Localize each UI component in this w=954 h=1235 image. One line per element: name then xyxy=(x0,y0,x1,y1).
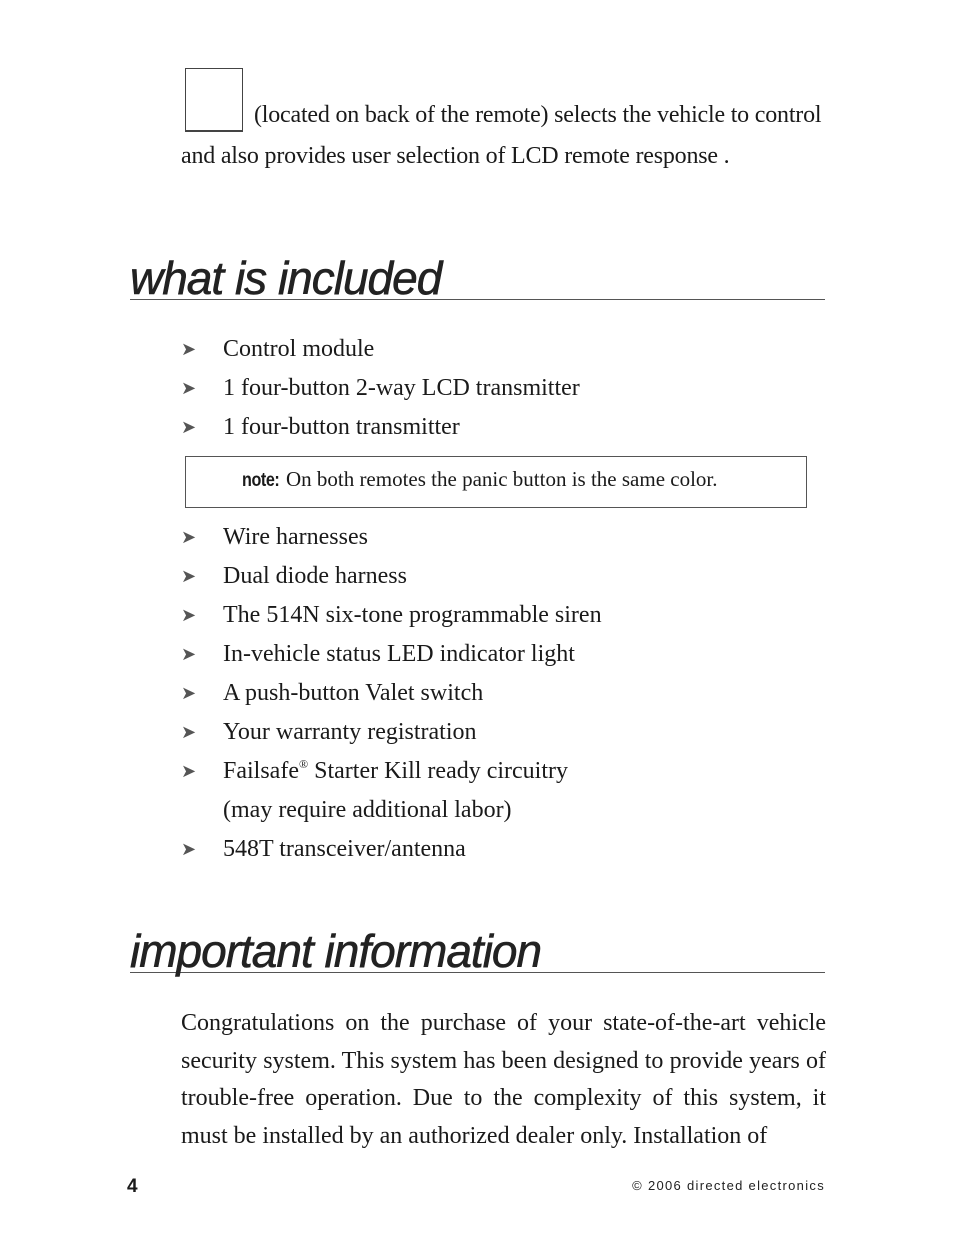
important-information-heading xyxy=(130,925,825,977)
arrow-bullet-icon: ➤ xyxy=(181,761,197,781)
list-item-text: Wire harnesses xyxy=(223,524,368,550)
heading-text: important information xyxy=(130,925,542,977)
list-item-text: 1 four-button 2-way LCD transmitter xyxy=(223,375,580,401)
list-item-text: Control module xyxy=(223,336,375,362)
arrow-bullet-icon: ➤ xyxy=(181,644,197,664)
list-item-continuation: (may require additional labor) xyxy=(223,797,512,823)
note-box xyxy=(185,456,807,508)
arrow-bullet-icon: ➤ xyxy=(181,683,197,703)
failsafe-rest: Starter Kill ready circuitry xyxy=(308,758,569,784)
list-item-text: The 514N six-tone programmable siren xyxy=(223,602,602,628)
list-item-text: In-vehicle status LED indicator light xyxy=(223,641,575,667)
list-item-text: A push-button Valet switch xyxy=(223,680,484,706)
important-information-paragraph: Congratulations on the purchase of your state-of-the-art vehicle security system. This system has been designed to provide years of trouble-free operation. Due to the complexity of this system, it must be installed by an authorized dealer only. Installation of xyxy=(181,1010,826,1149)
registered-mark: ® xyxy=(298,757,309,771)
arrow-bullet-icon: ➤ xyxy=(181,722,197,742)
heading-text: what is included xyxy=(130,252,442,304)
note-text: On both remotes the panic button is the same color. xyxy=(285,467,718,491)
list-item-text: Your warranty registration xyxy=(223,719,477,745)
note-content xyxy=(242,467,718,492)
page-number: 4 xyxy=(127,1176,138,1197)
arrow-bullet-icon: ➤ xyxy=(181,605,197,625)
arrow-bullet-icon: ➤ xyxy=(181,527,197,547)
note-label: note: xyxy=(242,470,280,491)
arrow-bullet-icon: ➤ xyxy=(181,339,197,359)
arrow-bullet-icon: ➤ xyxy=(181,378,197,398)
arrow-bullet-icon: ➤ xyxy=(181,566,197,586)
list-item-text: 1 four-button transmitter xyxy=(223,414,460,440)
list-item-text: 548T transceiver/antenna xyxy=(223,836,466,862)
arrow-bullet-icon: ➤ xyxy=(181,839,197,859)
switch-icon-box xyxy=(185,68,243,132)
what-is-included-heading xyxy=(130,252,825,304)
list-item-text xyxy=(223,756,568,786)
list-item-text: Dual diode harness xyxy=(223,563,407,589)
copyright-text: © 2006 directed electronics xyxy=(632,1178,825,1193)
arrow-bullet-icon: ➤ xyxy=(181,417,197,437)
failsafe-name: Failsafe xyxy=(223,758,299,784)
intro-text-line-2: and also provides user selection of LCD remote response . xyxy=(181,143,730,169)
intro-text-line-1: (located on back of the remote) selects the vehicle to control xyxy=(254,102,822,128)
